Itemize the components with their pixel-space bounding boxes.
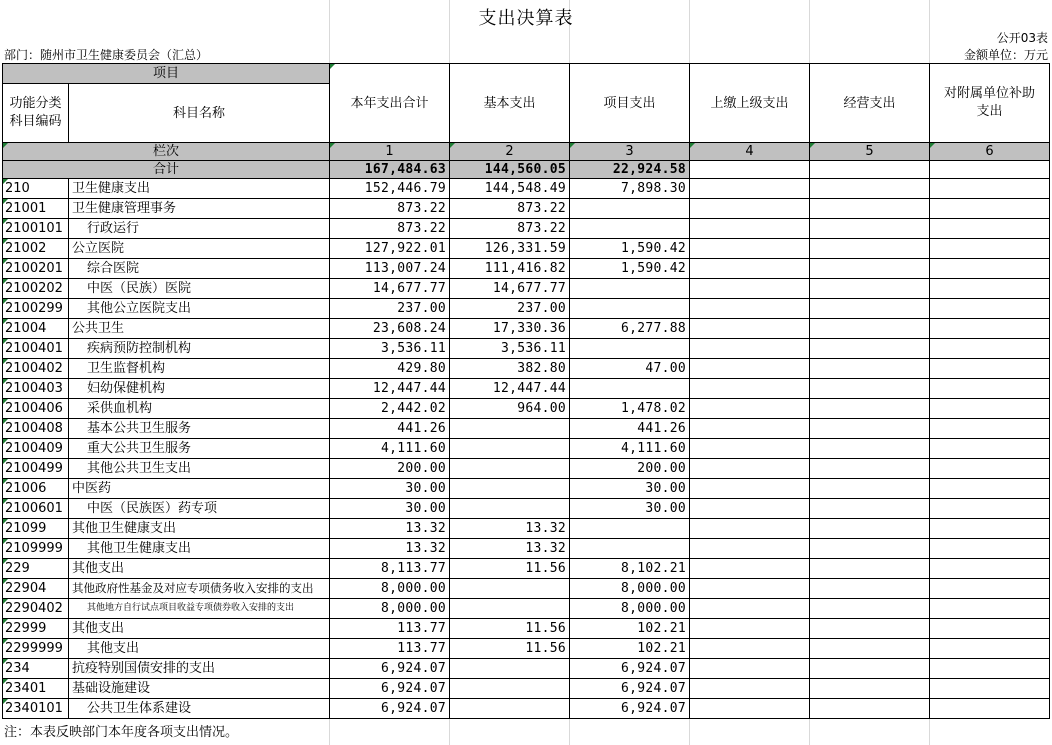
table-row (3, 399, 1050, 419)
sum-cell[interactable]: 167,484.63 (330, 161, 450, 179)
total-amount-cell[interactable]: 237.00 (330, 299, 450, 319)
empty-amount-cell[interactable] (690, 639, 810, 659)
total-amount-cell[interactable]: 6,924.07 (330, 659, 450, 679)
empty-amount-cell[interactable] (810, 379, 930, 399)
column-index-cell[interactable]: 6 (930, 143, 1050, 161)
subject-name-cell[interactable]: 重大公共卫生服务 (69, 439, 330, 459)
table-row (3, 559, 1050, 579)
column-index-cell[interactable]: 2 (450, 143, 570, 161)
empty-amount-cell[interactable] (810, 459, 930, 479)
basic-amount-cell[interactable]: 13.32 (450, 519, 570, 539)
func-code-cell[interactable]: 210 (3, 179, 69, 199)
func-code-cell[interactable]: 21002 (3, 239, 69, 259)
total-amount-cell[interactable]: 873.22 (330, 199, 450, 219)
empty-amount-cell[interactable] (930, 499, 1050, 519)
empty-amount-cell[interactable] (930, 239, 1050, 259)
empty-amount-cell[interactable] (930, 679, 1050, 699)
func-code-cell[interactable]: 21006 (3, 479, 69, 499)
column-index-cell[interactable]: 4 (690, 143, 810, 161)
func-code-cell[interactable]: 2100408 (3, 419, 69, 439)
empty-amount-cell[interactable] (810, 539, 930, 559)
subject-name-cell[interactable]: 其他政府性基金及对应专项债务收入安排的支出 (69, 579, 330, 599)
business-header[interactable]: 经营支出 (810, 64, 930, 143)
sum-cell[interactable]: 22,924.58 (570, 161, 690, 179)
table-row (3, 219, 1050, 239)
subject-name-cell[interactable]: 行政运行 (69, 219, 330, 239)
empty-amount-cell[interactable] (930, 439, 1050, 459)
empty-amount-cell[interactable] (810, 579, 930, 599)
project-amount-cell[interactable] (570, 299, 690, 319)
subject-name-cell[interactable]: 其他支出 (69, 619, 330, 639)
empty-amount-cell[interactable] (930, 299, 1050, 319)
subject-name-cell[interactable]: 中医药 (69, 479, 330, 499)
sum-cell[interactable] (690, 161, 810, 179)
total-amount-cell[interactable]: 113.77 (330, 619, 450, 639)
department-label: 部门：随州市卫生健康委员会（汇总） (4, 48, 209, 62)
basic-amount-cell[interactable]: 111,416.82 (450, 259, 570, 279)
table-row (3, 239, 1050, 259)
sum-label[interactable]: 合计 (3, 161, 330, 179)
empty-amount-cell[interactable] (690, 319, 810, 339)
subject-name-cell[interactable]: 基础设施建设 (69, 679, 330, 699)
func-code-cell[interactable]: 21001 (3, 199, 69, 219)
table-row (3, 459, 1050, 479)
subject-name-cell[interactable]: 中医（民族医）药专项 (69, 499, 330, 519)
total-header[interactable]: 本年支出合计 (330, 64, 450, 143)
empty-amount-cell[interactable] (690, 579, 810, 599)
empty-amount-cell[interactable] (690, 559, 810, 579)
project-amount-cell[interactable]: 102.21 (570, 619, 690, 639)
empty-amount-cell[interactable] (690, 219, 810, 239)
empty-amount-cell[interactable] (810, 199, 930, 219)
total-amount-cell[interactable]: 13.32 (330, 519, 450, 539)
project-amount-cell[interactable]: 8,000.00 (570, 579, 690, 599)
empty-amount-cell[interactable] (930, 559, 1050, 579)
total-amount-cell[interactable]: 4,111.60 (330, 439, 450, 459)
empty-amount-cell[interactable] (930, 639, 1050, 659)
empty-amount-cell[interactable] (930, 339, 1050, 359)
basic-amount-cell[interactable]: 144,548.49 (450, 179, 570, 199)
basic-amount-cell[interactable]: 11.56 (450, 639, 570, 659)
subject-name-cell[interactable]: 其他公共卫生支出 (69, 459, 330, 479)
remit-header[interactable]: 上缴上级支出 (690, 64, 810, 143)
project-amount-cell[interactable]: 8,102.21 (570, 559, 690, 579)
total-amount-cell[interactable]: 12,447.44 (330, 379, 450, 399)
project-amount-cell[interactable]: 102.21 (570, 639, 690, 659)
subject-name-cell[interactable]: 卫生健康支出 (69, 179, 330, 199)
empty-amount-cell[interactable] (810, 179, 930, 199)
empty-amount-cell[interactable] (930, 279, 1050, 299)
func-code-cell[interactable]: 2340101 (3, 699, 69, 719)
project-amount-cell[interactable]: 6,924.07 (570, 659, 690, 679)
project-amount-cell[interactable]: 6,277.88 (570, 319, 690, 339)
total-amount-cell[interactable]: 6,924.07 (330, 699, 450, 719)
project-amount-cell[interactable] (570, 539, 690, 559)
func-code-cell[interactable]: 2100601 (3, 499, 69, 519)
empty-amount-cell[interactable] (690, 379, 810, 399)
table-row (3, 179, 1050, 199)
empty-amount-cell[interactable] (810, 679, 930, 699)
empty-amount-cell[interactable] (690, 339, 810, 359)
table-row (3, 259, 1050, 279)
empty-amount-cell[interactable] (810, 399, 930, 419)
total-amount-cell[interactable]: 8,113.77 (330, 559, 450, 579)
subsidy-header[interactable]: 对附属单位补助 支出 (930, 64, 1050, 143)
func-code-cell[interactable]: 234 (3, 659, 69, 679)
footnote: 注：本表反映部门本年度各项支出情况。 (4, 725, 239, 740)
func-code-cell[interactable]: 2100406 (3, 399, 69, 419)
empty-amount-cell[interactable] (810, 619, 930, 639)
subject-name-cell[interactable]: 其他支出 (69, 639, 330, 659)
total-amount-cell[interactable]: 3,536.11 (330, 339, 450, 359)
project-header[interactable]: 项目支出 (570, 64, 690, 143)
table-row (3, 699, 1050, 719)
func-code-cell[interactable]: 2100299 (3, 299, 69, 319)
empty-amount-cell[interactable] (690, 279, 810, 299)
empty-amount-cell[interactable] (930, 699, 1050, 719)
subject-name-cell[interactable]: 抗疫特别国债安排的支出 (69, 659, 330, 679)
empty-amount-cell[interactable] (930, 199, 1050, 219)
total-amount-cell[interactable]: 6,924.07 (330, 679, 450, 699)
project-amount-cell[interactable] (570, 279, 690, 299)
empty-amount-cell[interactable] (690, 199, 810, 219)
empty-amount-cell[interactable] (930, 479, 1050, 499)
form-number: 公开03表 (996, 31, 1048, 45)
empty-amount-cell[interactable] (690, 399, 810, 419)
empty-amount-cell[interactable] (930, 379, 1050, 399)
basic-amount-cell[interactable]: 14,677.77 (450, 279, 570, 299)
basic-amount-cell[interactable]: 11.56 (450, 559, 570, 579)
basic-header[interactable]: 基本支出 (450, 64, 570, 143)
column-index-cell[interactable]: 3 (570, 143, 690, 161)
project-amount-cell[interactable]: 4,111.60 (570, 439, 690, 459)
empty-amount-cell[interactable] (690, 419, 810, 439)
project-amount-cell[interactable]: 47.00 (570, 359, 690, 379)
basic-amount-cell[interactable]: 13.32 (450, 539, 570, 559)
func-code-cell[interactable]: 2100401 (3, 339, 69, 359)
subject-name-cell[interactable]: 疾病预防控制机构 (69, 339, 330, 359)
empty-amount-cell[interactable] (690, 179, 810, 199)
table-row (3, 339, 1050, 359)
empty-amount-cell[interactable] (690, 499, 810, 519)
basic-amount-cell[interactable]: 12,447.44 (450, 379, 570, 399)
empty-amount-cell[interactable] (690, 239, 810, 259)
empty-amount-cell[interactable] (930, 659, 1050, 679)
table-row (3, 499, 1050, 519)
empty-amount-cell[interactable] (810, 419, 930, 439)
subject-name-cell[interactable]: 公立医院 (69, 239, 330, 259)
empty-amount-cell[interactable] (690, 679, 810, 699)
total-amount-cell[interactable]: 14,677.77 (330, 279, 450, 299)
basic-amount-cell[interactable]: 382.80 (450, 359, 570, 379)
empty-amount-cell[interactable] (810, 439, 930, 459)
basic-amount-cell[interactable]: 126,331.59 (450, 239, 570, 259)
empty-amount-cell[interactable] (930, 539, 1050, 559)
table-row (3, 319, 1050, 339)
table-row (3, 619, 1050, 639)
total-amount-cell[interactable]: 127,922.01 (330, 239, 450, 259)
empty-amount-cell[interactable] (810, 659, 930, 679)
total-amount-cell[interactable]: 873.22 (330, 219, 450, 239)
total-amount-cell[interactable]: 441.26 (330, 419, 450, 439)
total-amount-cell[interactable]: 152,446.79 (330, 179, 450, 199)
item-header[interactable]: 项目 (3, 64, 330, 84)
func-code-cell[interactable]: 2100201 (3, 259, 69, 279)
empty-amount-cell[interactable] (930, 599, 1050, 619)
subject-name-cell[interactable]: 基本公共卫生服务 (69, 419, 330, 439)
table-row (3, 659, 1050, 679)
table-row (3, 479, 1050, 499)
basic-amount-cell[interactable] (450, 579, 570, 599)
empty-amount-cell[interactable] (810, 699, 930, 719)
total-amount-cell[interactable]: 30.00 (330, 479, 450, 499)
basic-amount-cell[interactable] (450, 599, 570, 619)
sum-cell[interactable] (810, 161, 930, 179)
total-amount-cell[interactable]: 113.77 (330, 639, 450, 659)
basic-amount-cell[interactable]: 17,330.36 (450, 319, 570, 339)
basic-amount-cell[interactable] (450, 419, 570, 439)
empty-amount-cell[interactable] (810, 279, 930, 299)
subject-name-cell[interactable]: 卫生健康管理事务 (69, 199, 330, 219)
empty-amount-cell[interactable] (930, 619, 1050, 639)
basic-amount-cell[interactable] (450, 459, 570, 479)
func-code-cell[interactable]: 21004 (3, 319, 69, 339)
project-amount-cell[interactable]: 30.00 (570, 499, 690, 519)
total-amount-cell[interactable]: 429.80 (330, 359, 450, 379)
empty-amount-cell[interactable] (690, 519, 810, 539)
empty-amount-cell[interactable] (690, 439, 810, 459)
func-code-cell[interactable]: 2100402 (3, 359, 69, 379)
func-code-cell[interactable]: 2299999 (3, 639, 69, 659)
empty-amount-cell[interactable] (930, 399, 1050, 419)
func-code-cell[interactable]: 21099 (3, 519, 69, 539)
empty-amount-cell[interactable] (930, 179, 1050, 199)
total-amount-cell[interactable]: 23,608.24 (330, 319, 450, 339)
project-amount-cell[interactable]: 7,898.30 (570, 179, 690, 199)
subject-name-cell[interactable]: 综合医院 (69, 259, 330, 279)
basic-amount-cell[interactable]: 3,536.11 (450, 339, 570, 359)
empty-amount-cell[interactable] (930, 259, 1050, 279)
subject-name-cell[interactable]: 其他公立医院支出 (69, 299, 330, 319)
project-amount-cell[interactable]: 1,590.42 (570, 259, 690, 279)
column-index-label[interactable]: 栏次 (3, 143, 330, 161)
empty-amount-cell[interactable] (930, 319, 1050, 339)
table-row (3, 579, 1050, 599)
empty-amount-cell[interactable] (810, 299, 930, 319)
func-code-cell[interactable]: 22999 (3, 619, 69, 639)
empty-amount-cell[interactable] (930, 579, 1050, 599)
empty-amount-cell[interactable] (810, 259, 930, 279)
total-amount-cell[interactable]: 8,000.00 (330, 579, 450, 599)
subject-name-cell[interactable]: 公共卫生体系建设 (69, 699, 330, 719)
empty-amount-cell[interactable] (690, 599, 810, 619)
project-amount-cell[interactable] (570, 199, 690, 219)
basic-amount-cell[interactable] (450, 659, 570, 679)
sum-cell[interactable] (930, 161, 1050, 179)
empty-amount-cell[interactable] (810, 339, 930, 359)
func-code-cell[interactable]: 2100403 (3, 379, 69, 399)
table-row (3, 279, 1050, 299)
table-row (3, 299, 1050, 319)
sum-cell[interactable]: 144,560.05 (450, 161, 570, 179)
subject-name-cell[interactable]: 公共卫生 (69, 319, 330, 339)
empty-amount-cell[interactable] (810, 639, 930, 659)
empty-amount-cell[interactable] (930, 459, 1050, 479)
basic-amount-cell[interactable]: 873.22 (450, 219, 570, 239)
func-code-cell[interactable]: 2109999 (3, 539, 69, 559)
subject-name-header[interactable]: 科目名称 (69, 84, 330, 143)
column-index-cell[interactable]: 1 (330, 143, 450, 161)
empty-amount-cell[interactable] (810, 219, 930, 239)
empty-amount-cell[interactable] (810, 319, 930, 339)
subject-name-cell[interactable]: 妇幼保健机构 (69, 379, 330, 399)
project-amount-cell[interactable] (570, 219, 690, 239)
empty-amount-cell[interactable] (690, 259, 810, 279)
subject-name-cell[interactable]: 其他卫生健康支出 (69, 519, 330, 539)
empty-amount-cell[interactable] (690, 359, 810, 379)
empty-amount-cell[interactable] (690, 619, 810, 639)
empty-amount-cell[interactable] (930, 519, 1050, 539)
empty-amount-cell[interactable] (690, 479, 810, 499)
column-index-cell[interactable]: 5 (810, 143, 930, 161)
total-amount-cell[interactable]: 2,442.02 (330, 399, 450, 419)
empty-amount-cell[interactable] (690, 299, 810, 319)
func-code-cell[interactable]: 229 (3, 559, 69, 579)
project-amount-cell[interactable]: 1,478.02 (570, 399, 690, 419)
empty-amount-cell[interactable] (930, 359, 1050, 379)
empty-amount-cell[interactable] (690, 659, 810, 679)
total-amount-cell[interactable]: 30.00 (330, 499, 450, 519)
project-amount-cell[interactable]: 1,590.42 (570, 239, 690, 259)
amount-unit-label: 金额单位：万元 (963, 48, 1048, 62)
empty-amount-cell[interactable] (690, 699, 810, 719)
basic-amount-cell[interactable]: 873.22 (450, 199, 570, 219)
total-amount-cell[interactable]: 13.32 (330, 539, 450, 559)
empty-amount-cell[interactable] (810, 479, 930, 499)
table-row (3, 379, 1050, 399)
subject-name-cell[interactable]: 卫生监督机构 (69, 359, 330, 379)
total-amount-cell[interactable]: 200.00 (330, 459, 450, 479)
project-amount-cell[interactable]: 441.26 (570, 419, 690, 439)
empty-amount-cell[interactable] (810, 599, 930, 619)
subject-name-cell[interactable]: 采供血机构 (69, 399, 330, 419)
report-title: 支出决算表 (478, 8, 574, 29)
basic-amount-cell[interactable] (450, 439, 570, 459)
table-row (3, 359, 1050, 379)
basic-amount-cell[interactable]: 237.00 (450, 299, 570, 319)
func-code-cell[interactable]: 2100499 (3, 459, 69, 479)
project-amount-cell[interactable]: 200.00 (570, 459, 690, 479)
func-code-cell[interactable]: 2290402 (3, 599, 69, 619)
basic-amount-cell[interactable]: 11.56 (450, 619, 570, 639)
func-code-cell[interactable]: 2100202 (3, 279, 69, 299)
table-row (3, 599, 1050, 619)
table-row (3, 519, 1050, 539)
table-row (3, 679, 1050, 699)
table-row (3, 439, 1050, 459)
project-amount-cell[interactable]: 8,000.00 (570, 599, 690, 619)
table-row (3, 539, 1050, 559)
subject-name-cell[interactable]: 其他地方自行试点项目收益专项债券收入安排的支出 (69, 599, 330, 619)
project-amount-cell[interactable]: 6,924.07 (570, 699, 690, 719)
basic-amount-cell[interactable] (450, 479, 570, 499)
basic-amount-cell[interactable] (450, 699, 570, 719)
project-amount-cell[interactable] (570, 339, 690, 359)
empty-amount-cell[interactable] (810, 559, 930, 579)
func-code-cell[interactable]: 22904 (3, 579, 69, 599)
basic-amount-cell[interactable]: 964.00 (450, 399, 570, 419)
subject-name-cell[interactable]: 中医（民族）医院 (69, 279, 330, 299)
func-code-cell[interactable]: 2100409 (3, 439, 69, 459)
subject-name-cell[interactable]: 其他支出 (69, 559, 330, 579)
func-code-header[interactable]: 功能分类 科目编码 (3, 84, 69, 143)
empty-amount-cell[interactable] (810, 239, 930, 259)
expenditure-table (2, 63, 1050, 719)
empty-amount-cell[interactable] (690, 539, 810, 559)
empty-amount-cell[interactable] (930, 419, 1050, 439)
subject-name-cell[interactable]: 其他卫生健康支出 (69, 539, 330, 559)
table-row (3, 639, 1050, 659)
empty-amount-cell[interactable] (810, 359, 930, 379)
project-amount-cell[interactable] (570, 379, 690, 399)
empty-amount-cell[interactable] (810, 519, 930, 539)
func-code-cell[interactable]: 23401 (3, 679, 69, 699)
empty-amount-cell[interactable] (690, 459, 810, 479)
table-row (3, 199, 1050, 219)
project-amount-cell[interactable]: 6,924.07 (570, 679, 690, 699)
project-amount-cell[interactable] (570, 519, 690, 539)
empty-amount-cell[interactable] (930, 219, 1050, 239)
basic-amount-cell[interactable] (450, 679, 570, 699)
total-amount-cell[interactable]: 113,007.24 (330, 259, 450, 279)
basic-amount-cell[interactable] (450, 499, 570, 519)
table-row (3, 419, 1050, 439)
func-code-cell[interactable]: 2100101 (3, 219, 69, 239)
total-amount-cell[interactable]: 8,000.00 (330, 599, 450, 619)
empty-amount-cell[interactable] (810, 499, 930, 519)
project-amount-cell[interactable]: 30.00 (570, 479, 690, 499)
